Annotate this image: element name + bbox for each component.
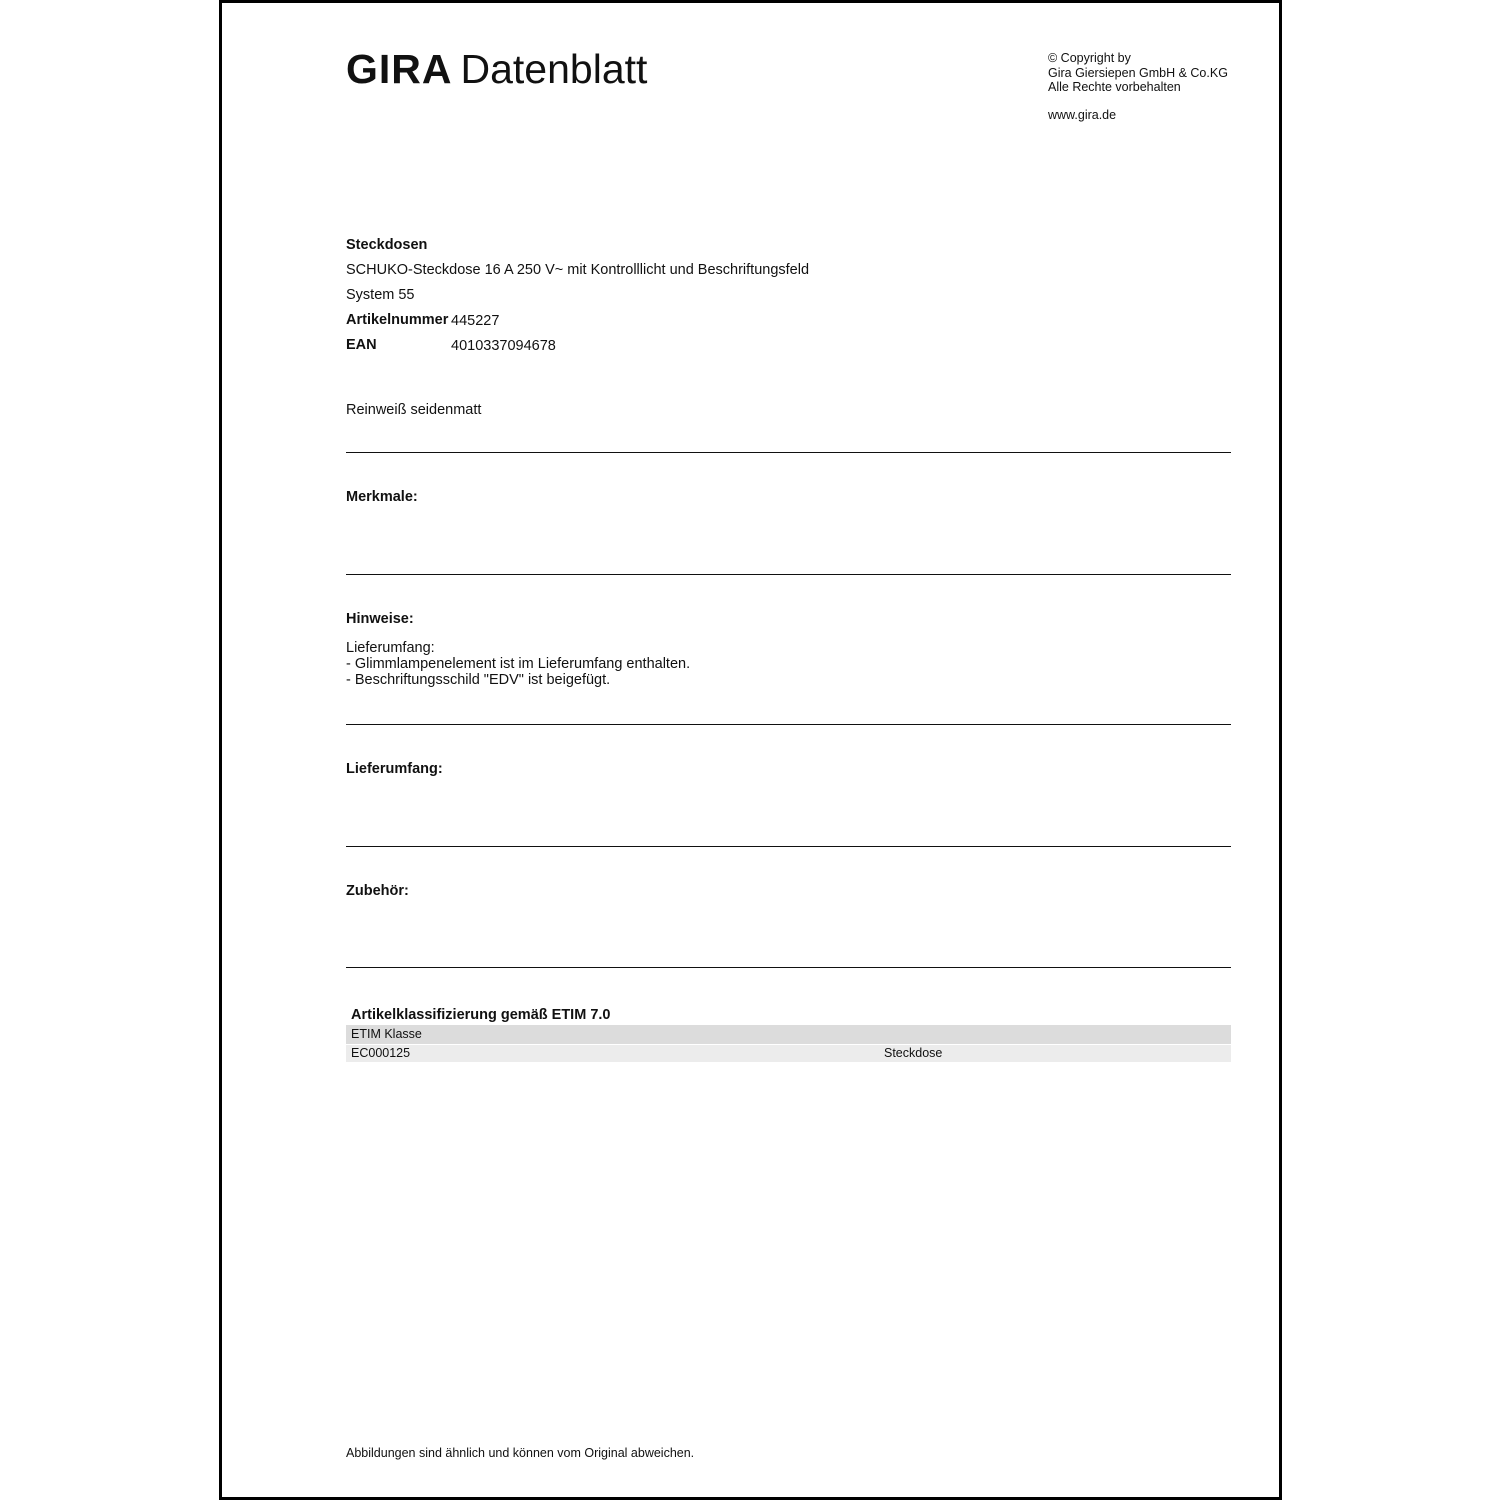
etim-data-row [346,1045,1231,1062]
section-divider [346,452,1231,453]
etim-classification-heading: Artikelklassifizierung gemäß ETIM 7.0 [351,1007,611,1023]
article-number-label: Artikelnummer [346,312,449,328]
website-link[interactable]: www.gira.de [1048,108,1117,122]
product-description: SCHUKO-Steckdose 16 A 250 V~ mit Kontrolllicht und Beschriftungsfeld [346,262,810,278]
features-heading: Merkmale: [346,489,418,505]
notes-line: - Glimmlampenelement ist im Lieferumfang enthalten. [346,656,691,672]
product-system: System 55 [346,287,415,303]
section-divider [346,724,1231,725]
article-number-value: 445227 [451,313,500,329]
copyright-line: Gira Giersiepen GmbH & Co.KG [1048,65,1228,80]
section-divider [346,967,1231,968]
footer-disclaimer: Abbildungen sind ähnlich und können vom Original abweichen. [346,1446,695,1460]
copyright-line: © Copyright by [1048,51,1131,65]
product-category: Steckdosen [346,237,428,253]
copyright-notice [1048,51,1228,95]
logo-brand: GIRA [346,46,453,92]
etim-class-name: Steckdose [884,1046,943,1060]
scope-of-delivery-heading: Lieferumfang: [346,761,443,777]
section-divider [346,574,1231,575]
notes-line: - Beschriftungsschild "EDV" ist beigefügt. [346,672,611,688]
etim-class-code: EC000125 [351,1046,411,1060]
notes-heading: Hinweise: [346,611,414,627]
section-divider [346,846,1231,847]
ean-label: EAN [346,337,377,353]
accessories-heading: Zubehör: [346,883,409,899]
ean-value: 4010337094678 [451,338,556,354]
document-title: Datenblatt [460,46,648,92]
notes-text [346,640,690,688]
etim-class-header: ETIM Klasse [351,1027,422,1041]
datasheet-page [219,0,1282,1500]
notes-line: Lieferumfang: [346,640,435,656]
etim-header-row [346,1025,1231,1044]
product-color: Reinweiß seidenmatt [346,402,482,418]
gira-logo [346,45,647,93]
copyright-line: Alle Rechte vorbehalten [1048,80,1181,94]
